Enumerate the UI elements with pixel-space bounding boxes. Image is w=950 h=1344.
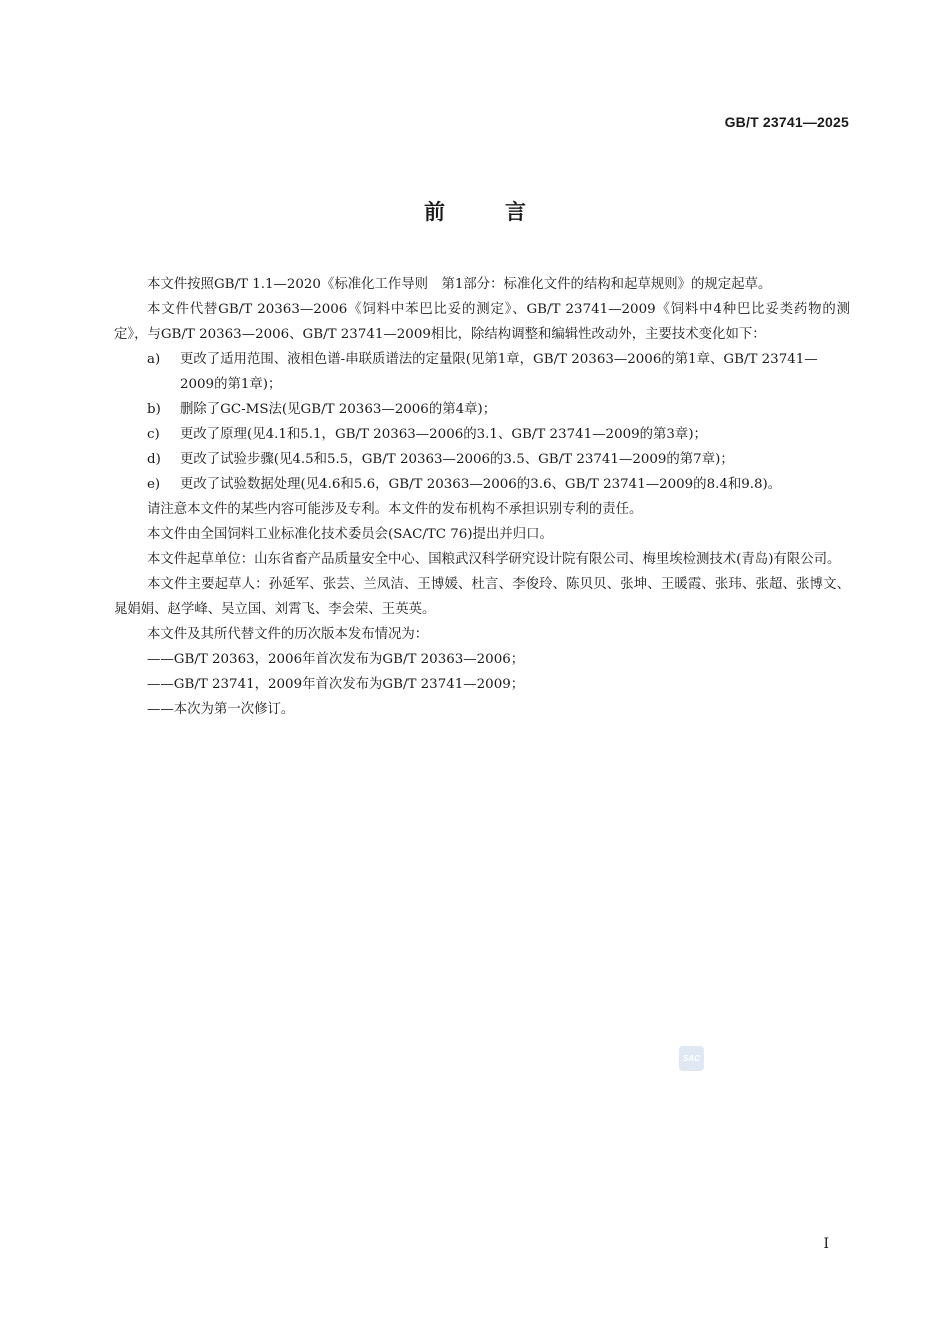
- change-item-text: 更改了试验步骤(见4.5和5.5，GB/T 20363—2006的3.5、GB/T 23741—2009的第7章)；: [180, 452, 734, 467]
- change-item: [114, 397, 850, 422]
- change-item-text: 更改了原理(见4.1和5.1，GB/T 20363—2006的3.1、GB/T 23741—2009的第3章)；: [180, 427, 707, 442]
- paragraph-drafting-rules: 本文件按照GB/T 1.1—2020《标准化工作导则 第1部分：标准化文件的结构和起草规则》的规定起草。: [147, 277, 772, 292]
- change-item-mark: c): [147, 427, 160, 442]
- paragraph-history-intro: 本文件及其所代替文件的历次版本发布情况为：: [147, 627, 429, 642]
- paragraph-proposer: 本文件由全国饲料工业标准化技术委员会(SAC/TC 76)提出并归口。: [147, 527, 553, 542]
- foreword-body: [114, 272, 850, 722]
- change-item-text: 删除了GC-MS法(见GB/T 20363—2006的第4章)；: [180, 402, 497, 417]
- change-item: [114, 422, 850, 447]
- change-item-mark: d): [147, 452, 161, 467]
- change-item: [114, 472, 850, 497]
- change-item: [114, 347, 850, 397]
- change-item-text: 更改了试验数据处理(见4.6和5.6，GB/T 20363—2006的3.6、GB/T 23741—2009的8.4和9.8)。: [180, 477, 782, 492]
- change-item-mark: e): [147, 477, 161, 492]
- sac-watermark-logo: SAC: [679, 1046, 704, 1071]
- paragraph-replacement: 本文件代替GB/T 20363—2006《饲料中苯巴比妥的测定》、GB/T 23741—2009《饲料中4种巴比妥类药物的测定》，与GB/T 20363—2006、GB/T 23741—2009相比，除结构调整和编辑性改动外，主要技术变化如下：: [114, 302, 850, 342]
- document-code: GB/T 23741—2025: [724, 114, 849, 130]
- change-item-mark: b): [147, 402, 161, 417]
- paragraph-drafting-units: 本文件起草单位：山东省畜产品质量安全中心、国粮武汉科学研究设计院有限公司、梅里埃检测技术(青岛)有限公司。: [147, 552, 841, 567]
- section-title: [0, 196, 950, 226]
- title-char-2: 言: [505, 200, 526, 224]
- change-item-text: 更改了适用范围、液相色谱-串联质谱法的定量限(见第1章，GB/T 20363—2006的第1章、GB/T 23741—2009的第1章)；: [180, 352, 818, 392]
- paragraph-drafters: 本文件主要起草人：孙延军、张芸、兰凤洁、王博媛、杜言、李俊玲、陈贝贝、张坤、王暖霞、张玮、张超、张博文、晁娟娟、赵学峰、吴立国、刘霄飞、李会荣、王英英。: [114, 577, 850, 617]
- history-item: ——本次为第一次修订。: [147, 702, 295, 717]
- title-char-1: 前: [424, 200, 445, 224]
- page-number: I: [823, 1236, 829, 1252]
- change-item: [114, 447, 850, 472]
- history-item: ——GB/T 20363，2006年首次发布为GB/T 20363—2006；: [147, 652, 525, 667]
- change-item-mark: a): [147, 352, 161, 367]
- paragraph-patent-notice: 请注意本文件的某些内容可能涉及专利。本文件的发布机构不承担识别专利的责任。: [147, 502, 643, 517]
- history-item: ——GB/T 23741，2009年首次发布为GB/T 23741—2009；: [147, 677, 525, 692]
